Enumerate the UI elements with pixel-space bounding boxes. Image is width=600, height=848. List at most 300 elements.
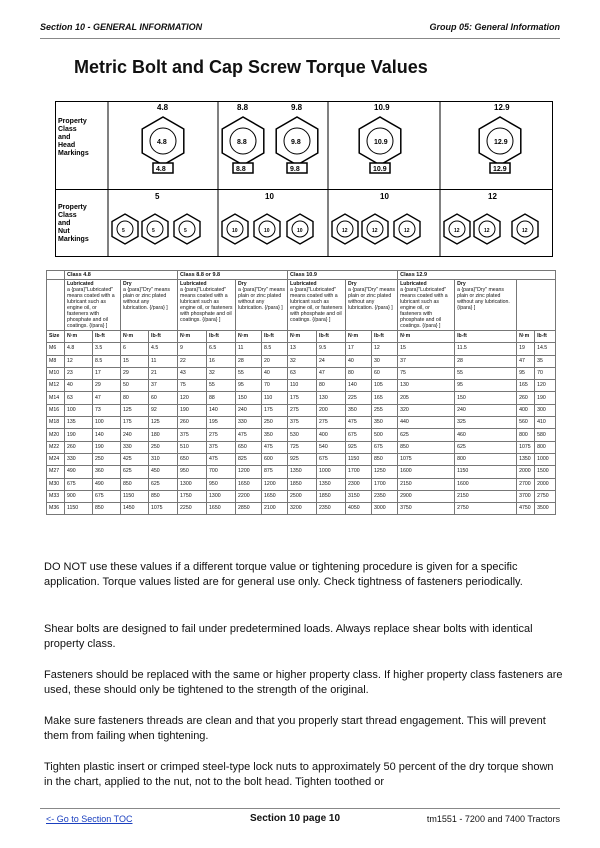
torque-cell: 190 [178,404,207,416]
torque-cell: 125 [121,404,149,416]
table-row [47,490,556,502]
paragraph: DO NOT use these values if a different torque value or tightening procedure is given for a specific application. Torque values listed are for general use only. Check tightness of fasteners periodically. [44,561,523,588]
nut-mark: 5 [184,228,187,234]
paragraph: Make sure fasteners threads are clean and that you properly start thread engagement. This will prevent them from failing when tightening. [44,715,546,742]
torque-cell: 175 [262,404,288,416]
torque-cell: 63 [65,392,93,404]
torque-cell: 1075 [149,503,178,515]
size-cell: M36 [47,503,65,515]
torque-cell: 24 [317,355,346,367]
torque-cell: 625 [149,478,178,490]
torque-cell: 260 [65,441,93,453]
torque-cell: 360 [93,466,121,478]
torque-cell: 2900 [398,490,455,502]
torque-cell: 12 [65,355,93,367]
torque-cell: 1450 [121,503,149,515]
torque-cell: 400 [317,429,346,441]
row-label-line: Class [58,126,77,133]
torque-cell: 28 [455,355,517,367]
torque-cell: 250 [262,417,288,429]
size-cell: M6 [47,343,65,355]
torque-cell: 70 [535,367,556,379]
torque-cell: 105 [372,380,398,392]
torque-cell: 4050 [346,503,372,515]
group-title: Group 05: General Information [429,22,560,32]
torque-cell: 1200 [236,466,262,478]
torque-cell: 15 [398,343,455,355]
torque-cell: 21 [149,367,178,379]
torque-cell: 1750 [178,490,207,502]
torque-cell: 2200 [236,490,262,502]
torque-cell: 725 [288,441,317,453]
size-cell: M14 [47,392,65,404]
table-row [47,466,556,478]
torque-cell: 2350 [372,490,398,502]
lubricated-header: Lubricated a {para}"Lubricated" means coated with a lubricant such as engine oil, or fasteners with phosphate and oil coatings. {/para} ] [65,280,121,331]
row-label-line: and [58,220,71,227]
unit-header: lb-ft [93,331,121,343]
section-toc-link[interactable]: <- Go to Section TOC [46,814,133,824]
torque-cell: 425 [121,453,149,465]
torque-cell: 350 [346,404,372,416]
size-cell: M16 [47,404,65,416]
torque-cell: 75 [178,380,207,392]
unit-header: N·m [236,331,262,343]
torque-cell: 2150 [455,490,517,502]
torque-cell: 850 [121,478,149,490]
torque-cell: 850 [93,503,121,515]
torque-cell: 9 [178,343,207,355]
torque-cell: 1650 [262,490,288,502]
torque-cell: 500 [372,429,398,441]
torque-cell: 100 [93,417,121,429]
size-cell: M20 [47,429,65,441]
dry-header: Dry a {para}"Dry" means plain or zinc plated without any lubrication. {/para} ] [236,280,288,331]
torque-cell: 35 [535,355,556,367]
torque-cell: 250 [93,453,121,465]
torque-cell: 1350 [288,466,317,478]
size-cell: M22 [47,441,65,453]
nut-mark: 10 [297,228,303,234]
row-label-line: Markings [58,150,89,157]
unit-header: lb-ft [317,331,346,343]
torque-cell: 1150 [65,503,93,515]
bolt-head-mark: 4.8 [157,139,167,146]
torque-cell: 950 [207,478,236,490]
torque-cell: 475 [262,441,288,453]
unit-header: lb-ft [262,331,288,343]
torque-cell: 2000 [517,466,535,478]
torque-cell: 190 [93,441,121,453]
torque-cell: 330 [236,417,262,429]
nut-mark: 10 [232,228,238,234]
torque-cell: 3.5 [93,343,121,355]
dry-header: Dry a {para}"Dry" means plain or zinc plated without any lubrication. {/para} ] [346,280,398,331]
table-row [47,417,556,429]
torque-cell: 675 [372,441,398,453]
class-header: Class 4.8 [65,271,178,280]
torque-cell: 205 [398,392,455,404]
torque-cell: 2750 [455,503,517,515]
torque-cell: 29 [121,367,149,379]
torque-cell: 9.5 [317,343,346,355]
torque-cell: 275 [207,429,236,441]
torque-cell: 850 [149,490,178,502]
torque-cell: 925 [288,453,317,465]
page-header [40,20,560,39]
row-label-line: Property [58,204,87,211]
nut-mark: 10 [264,228,270,234]
torque-cell: 63 [288,367,317,379]
torque-cell: 165 [517,380,535,392]
torque-cell: 12 [372,343,398,355]
torque-cell: 120 [535,380,556,392]
torque-cell: 925 [346,441,372,453]
paragraph: Fasteners should be replaced with the same or higher property class. If higher property class fasteners are used, these should only be tightened to the strength of the original. [44,669,563,696]
blank-cell [517,280,556,331]
torque-cell: 1350 [317,478,346,490]
torque-cell: 875 [262,466,288,478]
unit-header: N·m [398,331,455,343]
unit-header: lb-ft [207,331,236,343]
nut-mark: 12 [342,228,348,234]
unit-header: N·m [178,331,207,343]
torque-cell: 130 [398,380,455,392]
bolt-class-label: 10.9 [374,103,390,112]
torque-cell: 675 [317,453,346,465]
torque-cell: 100 [65,404,93,416]
page-title: Metric Bolt and Cap Screw Torque Values [74,57,428,77]
unit-header: N·m [65,331,93,343]
unit-header: N·m [288,331,317,343]
class-header: Class 8.8 or 9.8 [178,271,288,280]
torque-cell: 275 [317,417,346,429]
torque-cell: 55 [207,380,236,392]
unit-header: N·m [517,331,535,343]
class-header: Class 10.9 [288,271,398,280]
torque-cell: 540 [317,441,346,453]
torque-cell: 60 [149,392,178,404]
torque-cell: 3750 [398,503,455,515]
torque-cell: 190 [535,392,556,404]
torque-cell: 47 [93,392,121,404]
torque-cell: 1150 [346,453,372,465]
torque-cell: 110 [288,380,317,392]
torque-cell: 850 [372,453,398,465]
torque-cell: 310 [149,453,178,465]
torque-cell: 2000 [535,478,556,490]
torque-cell: 6 [121,343,149,355]
torque-cell: 92 [149,404,178,416]
torque-cell: 2350 [317,503,346,515]
torque-cell: 350 [262,429,288,441]
torque-cell: 1600 [455,478,517,490]
unit-header: N·m [121,331,149,343]
bolt-side-mark: 4.8 [156,166,166,173]
torque-cell: 165 [372,392,398,404]
bolt-head-mark: 8.8 [237,139,247,146]
torque-cell: 16 [207,355,236,367]
torque-cell: 30 [372,355,398,367]
torque-cell: 3500 [535,503,556,515]
torque-cell: 88 [207,392,236,404]
torque-cell: 460 [455,429,517,441]
size-cell: M30 [47,478,65,490]
size-cell: M18 [47,417,65,429]
paragraph: Tighten plastic insert or crimped steel-type lock nuts to approximately 50 percent of the dry torque shown in the chart, applied to the nut, not to the bolt head. Tighten toothed or [44,761,554,788]
nut-mark: 12 [454,228,460,234]
torque-cell: 11.5 [455,343,517,355]
bolt-side-mark: 8.8 [236,166,246,173]
bolt-side-mark: 10.9 [373,166,387,173]
row-label-line: Markings [58,236,89,243]
size-cell: M12 [47,380,65,392]
torque-cell: 400 [517,404,535,416]
torque-cell: 140 [93,429,121,441]
torque-cell: 20 [262,355,288,367]
torque-cell: 1200 [262,478,288,490]
nut-mark: 5 [122,228,125,234]
torque-cell: 200 [317,404,346,416]
torque-cell: 800 [535,441,556,453]
torque-cell: 95 [517,367,535,379]
torque-cell: 140 [207,404,236,416]
torque-cell: 2100 [262,503,288,515]
torque-cell: 650 [178,453,207,465]
torque-cell: 650 [236,441,262,453]
blank-cell [47,280,65,331]
torque-cell: 1700 [346,466,372,478]
unit-header: N·m [346,331,372,343]
lubricated-header: Lubricated a {para}"Lubricated" means coated with a lubricant such as engine oil, or fasteners with phosphate and oil coatings. {/para} ] [178,280,236,331]
torque-cell: 330 [65,453,93,465]
torque-cell: 3150 [346,490,372,502]
torque-cell: 600 [262,453,288,465]
torque-cell: 1850 [317,490,346,502]
bolt-nut-marking-diagram [55,101,553,257]
torque-cell: 1150 [455,466,517,478]
torque-cell: 47 [317,367,346,379]
bolt-class-label: 4.8 [157,103,169,112]
torque-cell: 1600 [398,466,455,478]
nut-class-label: 10 [380,192,389,201]
nut-mark: 12 [404,228,410,234]
torque-cell: 260 [178,417,207,429]
table-row [47,367,556,379]
torque-cell: 625 [455,441,517,453]
torque-cell: 850 [398,441,455,453]
torque-cell: 2750 [535,490,556,502]
torque-cell: 32 [207,367,236,379]
table-row [47,355,556,367]
unit-header: lb-ft [455,331,517,343]
torque-cell: 6.5 [207,343,236,355]
torque-cell: 8.5 [262,343,288,355]
torque-cell: 43 [178,367,207,379]
torque-cell: 1650 [236,478,262,490]
size-cell: M24 [47,453,65,465]
torque-cell: 580 [535,429,556,441]
torque-cell: 17 [346,343,372,355]
nut-mark: 12 [484,228,490,234]
table-row [47,404,556,416]
torque-cell: 140 [346,380,372,392]
torque-cell: 37 [398,355,455,367]
torque-cell: 40 [346,355,372,367]
torque-cell: 240 [121,429,149,441]
torque-cell: 3200 [288,503,317,515]
bolt-side-mark: 12.9 [493,166,507,173]
torque-cell: 73 [93,404,121,416]
bolt-class-label: 8.8 [237,103,249,112]
table-row [47,503,556,515]
torque-cell: 4750 [517,503,535,515]
torque-cell: 19 [517,343,535,355]
bolt-head-mark: 10.9 [374,139,388,146]
torque-cell: 180 [149,429,178,441]
nut-mark: 12 [372,228,378,234]
table-body [47,343,556,515]
bolt-side-mark: 9.8 [290,166,300,173]
dry-header: Dry a {para}"Dry" means plain or zinc plated without any lubrication. {/para} ] [455,280,517,331]
lubricated-header: Lubricated a {para}"Lubricated" means coated with a lubricant such as engine oil, or fasteners with phosphate and oil coatings. {/para} ] [398,280,455,331]
torque-cell: 55 [455,367,517,379]
table-row [47,441,556,453]
torque-cell: 150 [455,392,517,404]
torque-cell: 8.5 [93,355,121,367]
torque-cell: 475 [346,417,372,429]
torque-cell: 4.5 [149,343,178,355]
torque-cell: 1075 [398,453,455,465]
torque-cell: 1000 [535,453,556,465]
table-row [47,392,556,404]
torque-cell: 175 [288,392,317,404]
table-row [47,453,556,465]
torque-cell: 120 [178,392,207,404]
torque-cell: 190 [65,429,93,441]
torque-table [46,270,556,515]
torque-cell: 675 [346,429,372,441]
torque-cell: 560 [517,417,535,429]
torque-cell: 1650 [207,503,236,515]
torque-cell: 825 [236,453,262,465]
torque-cell: 28 [236,355,262,367]
torque-cell: 300 [535,404,556,416]
torque-cell: 255 [372,404,398,416]
torque-cell: 375 [178,429,207,441]
torque-cell: 135 [65,417,93,429]
torque-cell: 625 [121,466,149,478]
torque-cell: 530 [288,429,317,441]
torque-cell: 40 [262,367,288,379]
page-footer [40,808,560,827]
torque-cell: 32 [288,355,317,367]
torque-cell: 1075 [517,441,535,453]
torque-cell: 330 [121,441,149,453]
torque-cell: 1300 [178,478,207,490]
torque-cell: 1350 [517,453,535,465]
torque-cell: 260 [517,392,535,404]
torque-cell: 225 [346,392,372,404]
table-row [47,343,556,355]
torque-cell: 60 [372,367,398,379]
torque-cell: 3000 [372,503,398,515]
nut-class-label: 5 [155,192,160,201]
torque-cell: 320 [398,404,455,416]
torque-cell: 75 [398,367,455,379]
torque-cell: 2700 [517,478,535,490]
torque-cell: 110 [262,392,288,404]
bolt-class-label: 12.9 [494,103,510,112]
torque-cell: 70 [262,380,288,392]
row-label-line: Nut [58,228,70,235]
torque-cell: 700 [207,466,236,478]
table-row [47,380,556,392]
torque-cell: 175 [121,417,149,429]
torque-cell: 375 [288,417,317,429]
row-label-line: Property [58,118,87,125]
torque-cell: 23 [65,367,93,379]
size-cell: M8 [47,355,65,367]
size-cell: M10 [47,367,65,379]
torque-cell: 2500 [288,490,317,502]
unit-header: lb-ft [535,331,556,343]
bolt-class-label: 9.8 [291,103,303,112]
torque-cell: 675 [65,478,93,490]
row-label-line: Class [58,212,77,219]
torque-cell: 150 [236,392,262,404]
table-row [47,429,556,441]
torque-cell: 1500 [535,466,556,478]
torque-cell: 1700 [372,478,398,490]
bolt-head-mark: 12.9 [494,139,508,146]
torque-cell: 11 [236,343,262,355]
torque-cell: 22 [178,355,207,367]
size-cell: M33 [47,490,65,502]
torque-cell: 510 [178,441,207,453]
torque-cell: 1250 [372,466,398,478]
torque-cell: 900 [65,490,93,502]
nut-mark: 5 [152,228,155,234]
class-header: Class 12.9 [398,271,556,280]
section-title: Section 10 - GENERAL INFORMATION [40,22,203,32]
torque-cell: 80 [317,380,346,392]
torque-cell: 800 [517,429,535,441]
unit-header: lb-ft [149,331,178,343]
torque-cell: 2300 [346,478,372,490]
nut-class-label: 10 [265,192,274,201]
torque-cell: 3700 [517,490,535,502]
bolt-head-mark: 9.8 [291,139,301,146]
torque-cell: 2250 [178,503,207,515]
torque-cell: 195 [207,417,236,429]
torque-cell: 125 [149,417,178,429]
torque-cell: 80 [346,367,372,379]
page-number: Section 10 page 10 [250,813,341,824]
nut-mark: 12 [522,228,528,234]
torque-cell: 14.5 [535,343,556,355]
manual-title: tm1551 - 7200 and 7400 Tractors [426,814,560,824]
torque-cell: 490 [65,466,93,478]
torque-cell: 490 [93,478,121,490]
size-cell: M27 [47,466,65,478]
units-row [47,331,556,343]
row-label-line: and [58,134,71,141]
paragraph: Shear bolts are designed to fail under predetermined loads. Always replace shear bolts with identical property class. [44,623,533,650]
torque-cell: 95 [236,380,262,392]
row-label-line: Head [58,142,76,149]
torque-cell: 2850 [236,503,262,515]
